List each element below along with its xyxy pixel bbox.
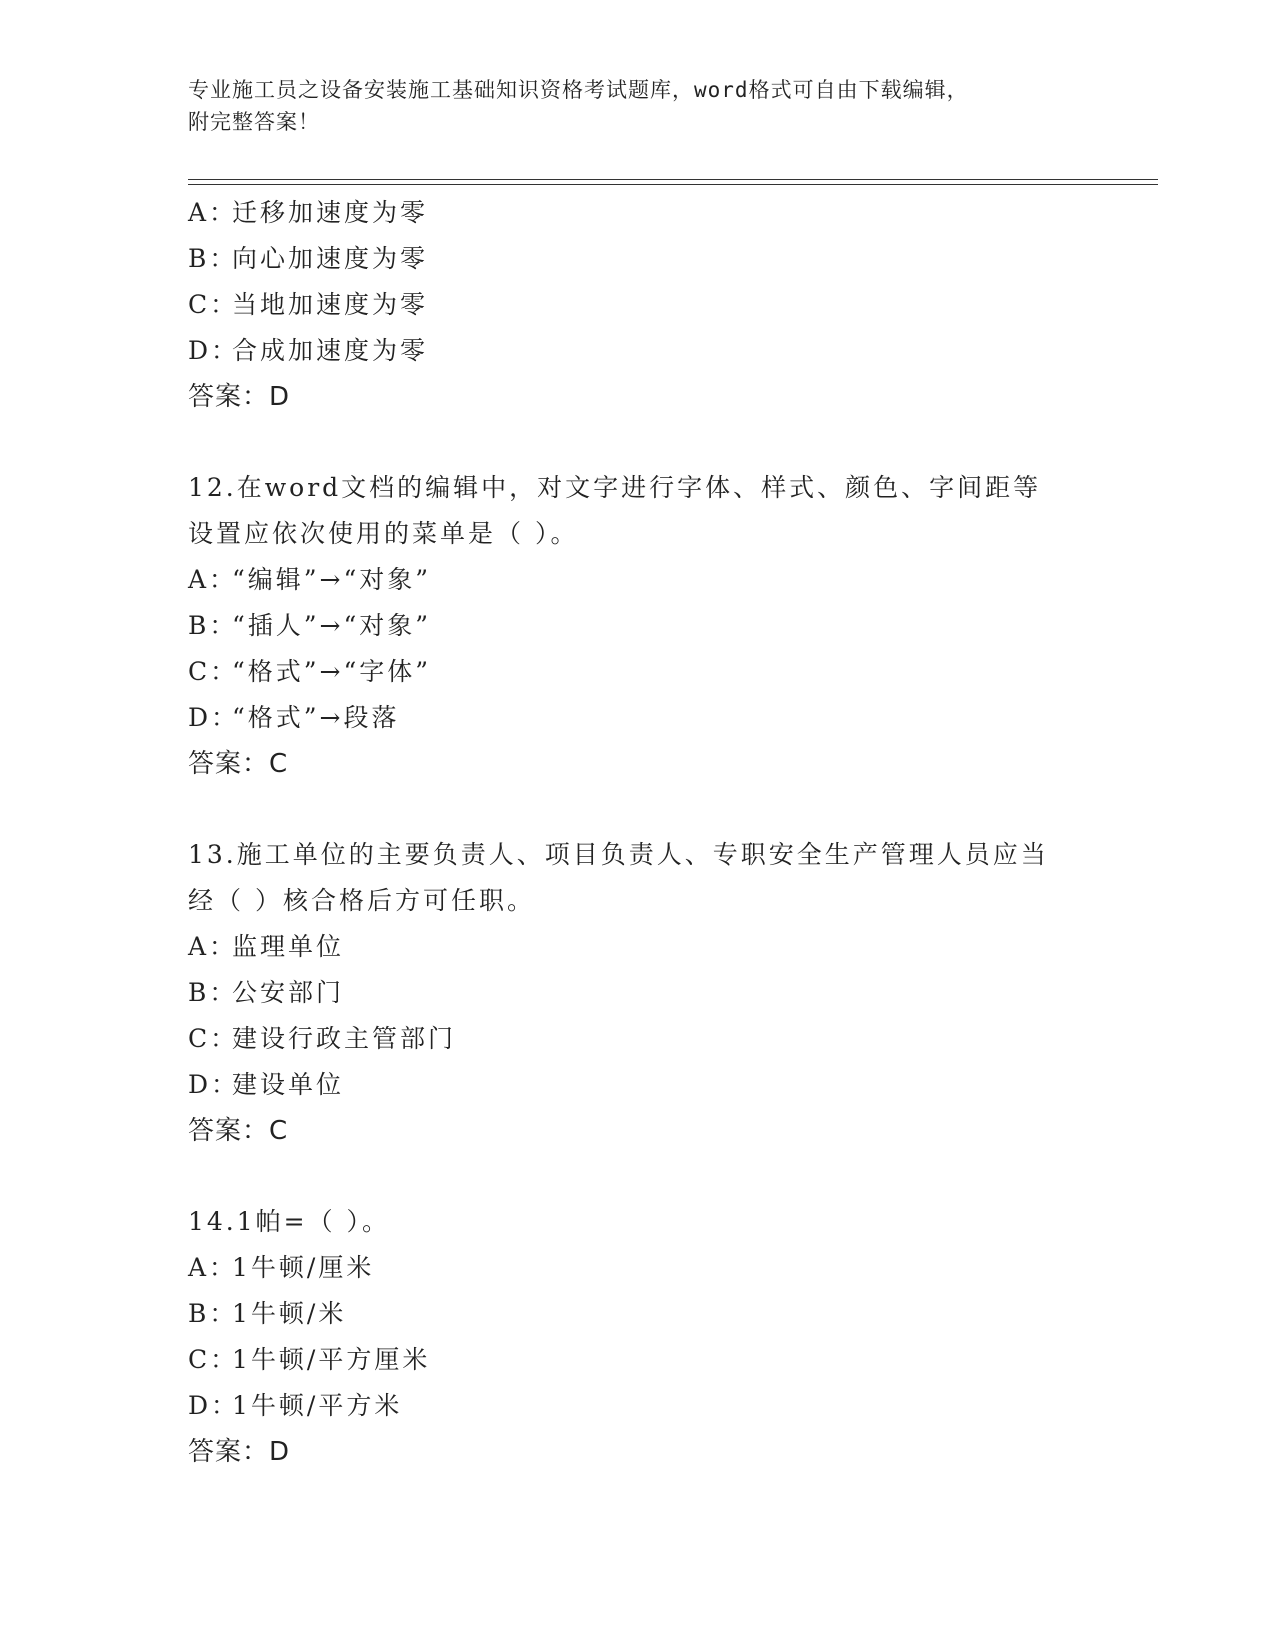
- header-rule-bottom: [188, 184, 1158, 185]
- document-header-note: [188, 74, 1088, 138]
- question-spacer: [188, 1154, 1118, 1199]
- option-key: D：: [188, 703, 240, 732]
- option-key: B：: [188, 1299, 238, 1328]
- question-stem-line-1: 14.1帕=（ ）。: [188, 1207, 391, 1236]
- option-key: B：: [188, 611, 238, 640]
- option-a: [188, 1245, 1118, 1291]
- option-key: B：: [188, 244, 238, 273]
- answer-line: 答案：D: [188, 1437, 291, 1467]
- option-text: 合成加速度为零: [232, 336, 429, 365]
- option-text: 迁移加速度为零: [232, 198, 429, 227]
- option-key: C：: [188, 1024, 239, 1053]
- option-b: [188, 1291, 1118, 1337]
- option-c: [188, 282, 1118, 328]
- answer-line: 答案：C: [188, 749, 289, 779]
- option-key: A：: [188, 1253, 238, 1282]
- option-text: “编辑”→“对象”: [232, 565, 432, 594]
- option-text: 向心加速度为零: [232, 244, 429, 273]
- option-text: 1牛顿/平方厘米: [232, 1345, 431, 1374]
- question-stem-line-2: 设置应依次使用的菜单是（ ）。: [188, 519, 579, 548]
- question-stem-line-1: 12.在word文档的编辑中，对文字进行字体、样式、颜色、字间距等: [188, 473, 1042, 502]
- option-d: [188, 328, 1118, 374]
- option-key: C：: [188, 290, 239, 319]
- option-c: [188, 1337, 1118, 1383]
- option-b: [188, 603, 1118, 649]
- option-text: 1牛顿/米: [232, 1299, 347, 1328]
- question-spacer: [188, 420, 1118, 465]
- question-list: [188, 190, 1118, 1475]
- option-key: B：: [188, 978, 238, 1007]
- answer-line: 答案：D: [188, 382, 291, 412]
- answer-line: 答案：C: [188, 1116, 289, 1146]
- option-key: D：: [188, 336, 240, 365]
- option-text: 监理单位: [232, 932, 345, 961]
- option-text: 当地加速度为零: [232, 290, 429, 319]
- option-key: A：: [188, 932, 238, 961]
- option-b: [188, 236, 1118, 282]
- header-line-1: 专业施工员之设备安装施工基础知识资格考试题库，word格式可自由下载编辑，: [188, 78, 969, 102]
- option-text: 1牛顿/平方米: [232, 1391, 403, 1420]
- question-stem-line-1: 13.施工单位的主要负责人、项目负责人、专职安全生产管理人员应当: [188, 840, 1049, 869]
- question-spacer: [188, 787, 1118, 832]
- option-text: 建设单位: [232, 1070, 345, 1099]
- option-key: C：: [188, 657, 239, 686]
- question-13: [188, 832, 1118, 1154]
- option-a: [188, 190, 1118, 236]
- option-text: “格式”→段落: [232, 703, 400, 732]
- option-c: [188, 649, 1118, 695]
- option-text: “插人”→“对象”: [232, 611, 432, 640]
- option-text: “格式”→“字体”: [232, 657, 432, 686]
- option-key: D：: [188, 1070, 240, 1099]
- option-d: [188, 695, 1118, 741]
- question-14: [188, 1199, 1118, 1475]
- option-d: [188, 1062, 1118, 1108]
- option-d: [188, 1383, 1118, 1429]
- option-a: [188, 924, 1118, 970]
- header-rule-top: [188, 179, 1158, 180]
- option-key: C：: [188, 1345, 239, 1374]
- option-key: D：: [188, 1391, 240, 1420]
- option-key: A：: [188, 198, 238, 227]
- question-11: [188, 190, 1118, 420]
- option-text: 建设行政主管部门: [232, 1024, 457, 1053]
- question-stem-line-2: 经（ ）核合格后方可任职。: [188, 886, 535, 915]
- option-a: [188, 557, 1118, 603]
- option-text: 1牛顿/厘米: [232, 1253, 375, 1282]
- header-line-2: 附完整答案！: [188, 110, 320, 134]
- option-c: [188, 1016, 1118, 1062]
- question-12: [188, 465, 1118, 787]
- option-key: A：: [188, 565, 238, 594]
- option-text: 公安部门: [232, 978, 345, 1007]
- option-b: [188, 970, 1118, 1016]
